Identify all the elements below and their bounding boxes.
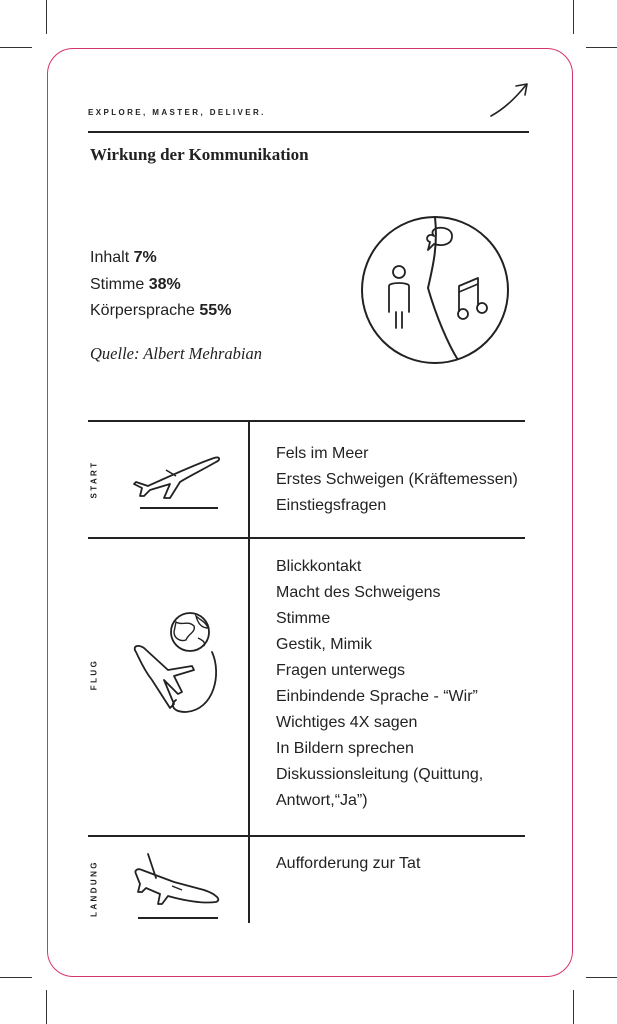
communication-pie-icon xyxy=(356,216,516,366)
airplane-takeoff-icon xyxy=(130,452,222,510)
list-item: Einbindende Sprache - “Wir” xyxy=(276,688,478,705)
table-rule-top xyxy=(88,420,525,422)
list-item: Wichtiges 4X sagen xyxy=(276,714,418,731)
stat-label: Körpersprache xyxy=(90,302,195,319)
crop-mark xyxy=(0,977,32,978)
list-item: Gestik, Mimik xyxy=(276,636,372,653)
crop-mark xyxy=(573,0,574,34)
list-item: Diskussionsleitung (Quittung, xyxy=(276,766,484,783)
section-label-landung: LANDUNG xyxy=(89,860,99,917)
crop-mark xyxy=(0,47,32,48)
list-item: Aufforderung zur Tat xyxy=(276,855,421,872)
crop-mark xyxy=(586,977,617,978)
stat-value: 55% xyxy=(199,302,232,319)
list-item: Einstiegsfragen xyxy=(276,497,387,514)
list-item: Fragen unterwegs xyxy=(276,662,405,679)
stat-label: Stimme xyxy=(90,276,145,293)
list-item: Fels im Meer xyxy=(276,445,369,462)
tagline: EXPLORE, MASTER, DELIVER. xyxy=(88,108,266,117)
stat-value: 7% xyxy=(133,249,157,266)
section-list-flug xyxy=(276,554,483,814)
page-title: Wirkung der Kommunikation xyxy=(90,145,309,164)
crop-mark xyxy=(46,0,47,34)
list-item: Macht des Schweigens xyxy=(276,584,441,601)
crop-mark xyxy=(586,47,617,48)
source-citation: Quelle: Albert Mehrabian xyxy=(90,344,262,363)
airplane-landing-icon xyxy=(132,852,224,922)
list-item: Stimme xyxy=(276,610,331,627)
table-rule-low xyxy=(88,835,525,837)
header-rule xyxy=(88,131,529,133)
crop-mark xyxy=(573,990,574,1024)
list-item: Erstes Schweigen (Kräftemessen) xyxy=(276,471,518,488)
section-list-start xyxy=(276,441,518,519)
stat-inhalt xyxy=(90,249,157,267)
section-label-start: START xyxy=(89,460,99,499)
list-item: In Bildern sprechen xyxy=(276,740,414,757)
stat-value: 38% xyxy=(148,276,181,293)
crop-mark xyxy=(46,990,47,1024)
list-item: Antwort,“Ja”) xyxy=(276,792,368,809)
arrow-up-right-icon xyxy=(488,80,532,120)
table-divider xyxy=(248,421,250,923)
list-item: Blickkontakt xyxy=(276,558,362,575)
stat-stimme xyxy=(90,276,181,294)
section-list-landung xyxy=(276,851,420,877)
airplane-globe-icon xyxy=(130,612,240,718)
table-rule-mid xyxy=(88,537,525,539)
stat-label: Inhalt xyxy=(90,249,130,266)
section-label-flug: FLUG xyxy=(89,658,99,691)
stat-koerpersprache xyxy=(90,302,231,320)
